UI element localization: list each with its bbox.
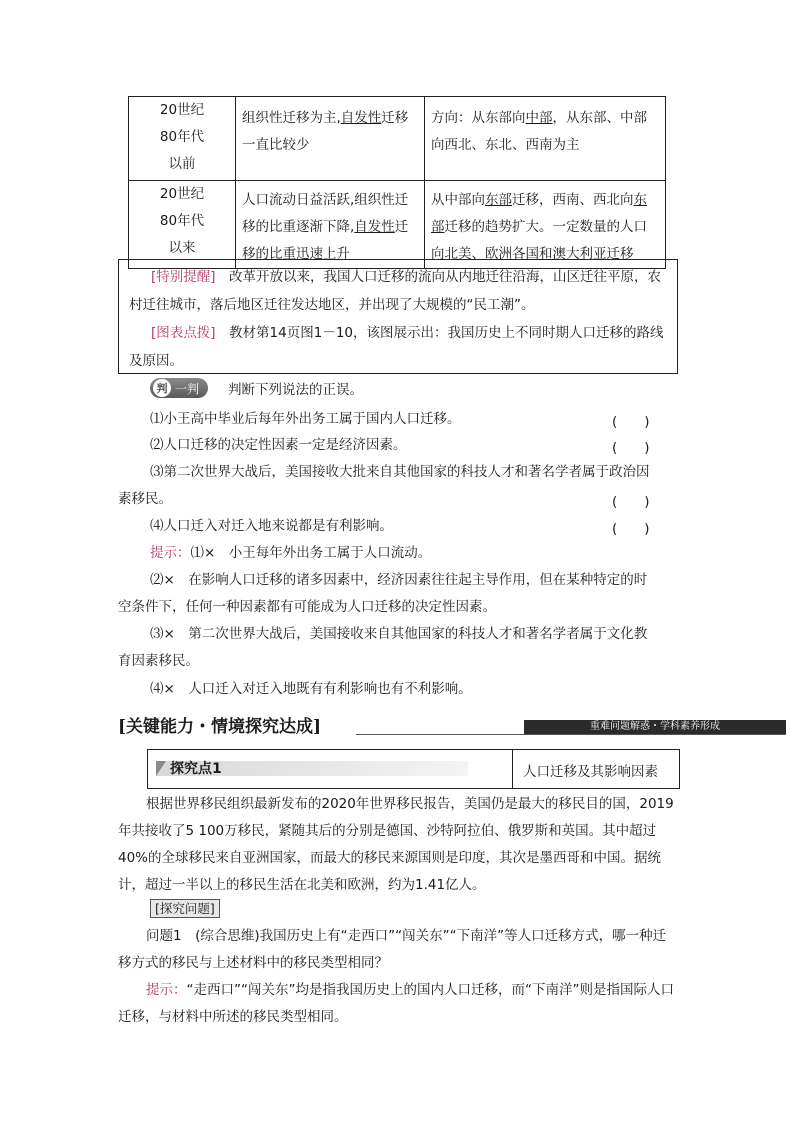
chart-hint (129, 319, 669, 375)
table-row (129, 181, 666, 269)
direction-text: ，从东部、中部向西北、东北、西南为主 (431, 110, 647, 153)
period-cell (129, 97, 236, 181)
question-box-label: [探究问题] (150, 899, 220, 918)
period-line: 80年代 (159, 129, 205, 145)
explore-label: 探究点1 (170, 761, 222, 777)
direction-underlined: 澳大利亚 (552, 246, 607, 262)
section-header (118, 712, 720, 738)
direction-text: 从中部向 (431, 192, 485, 208)
feature-text: 人口流动日益活跃,组织性迁移的比重逐渐下降, (242, 192, 409, 235)
direction-text: 迁移 (606, 246, 634, 262)
answer-blank: ( ) (612, 521, 650, 537)
period-cell (129, 181, 236, 269)
judge-item: ⑵人口迁移的决定性因素一定是经济因素。 (150, 437, 407, 453)
question-paragraph: 问题1 (综合思维)我国历史上有“走西口”“闯关东”“下南洋”等人口迁移方式，哪一种迁移方式的移民与上述材料中的移民类型相同？ (118, 928, 667, 971)
period-line: 以来 (168, 240, 196, 256)
direction-text: 迁移的趋势扩大。一定数量的人口向北美、欧洲各国和 (431, 219, 647, 262)
answer-blank: ( ) (612, 494, 650, 510)
judge-item: ⑴小王高中毕业后每年外出务工属于国内人口迁移。 (150, 411, 461, 427)
material-paragraph: 根据世界移民组织最新发布的2020年世界移民报告，美国仍是最大的移民目的国，2019年共接收了5 100万移民，紧随其后的分别是德国、沙特阿拉伯、俄罗斯和英国。其中超过40%的全球移民来自亚洲国家，而最大的移民来源国则是印度，其次是墨西哥和中国。据统计，超过一半以上的移民生活在北美和欧洲，约为1.41亿人。 (118, 796, 674, 893)
judge-header (150, 377, 363, 399)
period-line: 以前 (168, 156, 196, 172)
answer-blank: ( ) (612, 414, 650, 430)
judge-item: 素移民。 (118, 491, 172, 507)
chart-label: [图表点拨] (151, 325, 216, 341)
hint-label: 提示： (146, 982, 187, 998)
migration-table (128, 96, 666, 269)
feature-cell (236, 181, 425, 269)
divider (512, 750, 513, 788)
section-title: [关键能力・情境探究达成] (118, 717, 322, 737)
answer-line: 育因素移民。 (118, 653, 199, 669)
feature-underlined: 自发性 (354, 219, 395, 235)
explore-topic: 人口迁移及其影响因素 (523, 764, 658, 780)
direction-underlined: 东部 (485, 192, 512, 208)
feature-text: 迁移的比重迅速上升 (242, 219, 409, 262)
tip-box (118, 259, 678, 374)
feature-underlined: 自发性 (340, 110, 382, 126)
section-tag: 重难问题解惑・学科素养形成 (524, 720, 786, 734)
judge-item: ⑶第二次世界大战后，美国接收大批来自其他国家的科技人才和著名学者属于政治因 (150, 464, 650, 480)
hint-label: 提示： (150, 545, 191, 561)
answer-line: 空条件下，任何一种因素都有可能成为人口迁移的决定性因素。 (118, 599, 496, 615)
period-line: 80年代 (159, 213, 205, 229)
question-hint (118, 977, 678, 1031)
direction-cell (425, 97, 666, 181)
judge-badge-text: 一判 (175, 381, 200, 396)
answer-line (150, 540, 431, 566)
special-reminder (129, 263, 669, 319)
judge-item: ⑷人口迁入对迁入地来说都是有利影响。 (150, 518, 393, 534)
answer-blank: ( ) (612, 440, 650, 456)
bar-triangle-icon (156, 761, 166, 776)
answer-line: ⑵× 在影响人口迁移的诸多因素中，经济因素往往起主导作用，但在某种特定的时 (150, 572, 648, 588)
reminder-label: [特别提醒] (151, 269, 216, 285)
hint-text: “走西口”“闯关东”均是指我国历史上的国内人口迁移，而“下南洋”则是指国际人口迁移，与材料中所述的移民类型相同。 (118, 982, 674, 1025)
judge-badge-icon: 判 (153, 379, 171, 397)
answer-text: ⑴× 小王每年外出务工属于人口流动。 (190, 545, 432, 561)
chart-text: 教材第14页图1－10，该图展示出：我国历史上不同时期人口迁移的路线及原因。 (129, 325, 664, 369)
section-rule (356, 734, 786, 735)
direction-text: 方向：从东部向 (431, 110, 526, 126)
explore-point-box (147, 749, 680, 789)
period-line: 20世纪 (159, 102, 205, 118)
feature-text: 迁移一直比较少 (242, 110, 409, 153)
judge-badge (150, 378, 208, 398)
direction-cell (425, 181, 666, 269)
answer-line: ⑷× 人口迁入对迁入地既有有利影响也有不利影响。 (150, 681, 472, 697)
period-line: 20世纪 (159, 186, 205, 202)
reminder-text: 改革开放以来，我国人口迁移的流向从内地迁往沿海，山区迁往平原，农村迁往城市，落后地区迁往发达地区，并出现了大规模的“民工潮”。 (129, 269, 662, 313)
direction-underlined: 东部 (431, 192, 647, 235)
feature-cell (236, 97, 425, 181)
feature-text: 组织性迁移为主, (242, 110, 341, 126)
answer-line: ⑶× 第二次世界大战后，美国接收来自其他国家的科技人才和著名学者属于文化教 (150, 626, 648, 642)
table-row (129, 97, 666, 181)
direction-text: 迁移，西南、西北向 (512, 192, 634, 208)
direction-underlined: 中部 (525, 110, 553, 126)
judge-title: 判断下列说法的正误。 (228, 382, 363, 398)
